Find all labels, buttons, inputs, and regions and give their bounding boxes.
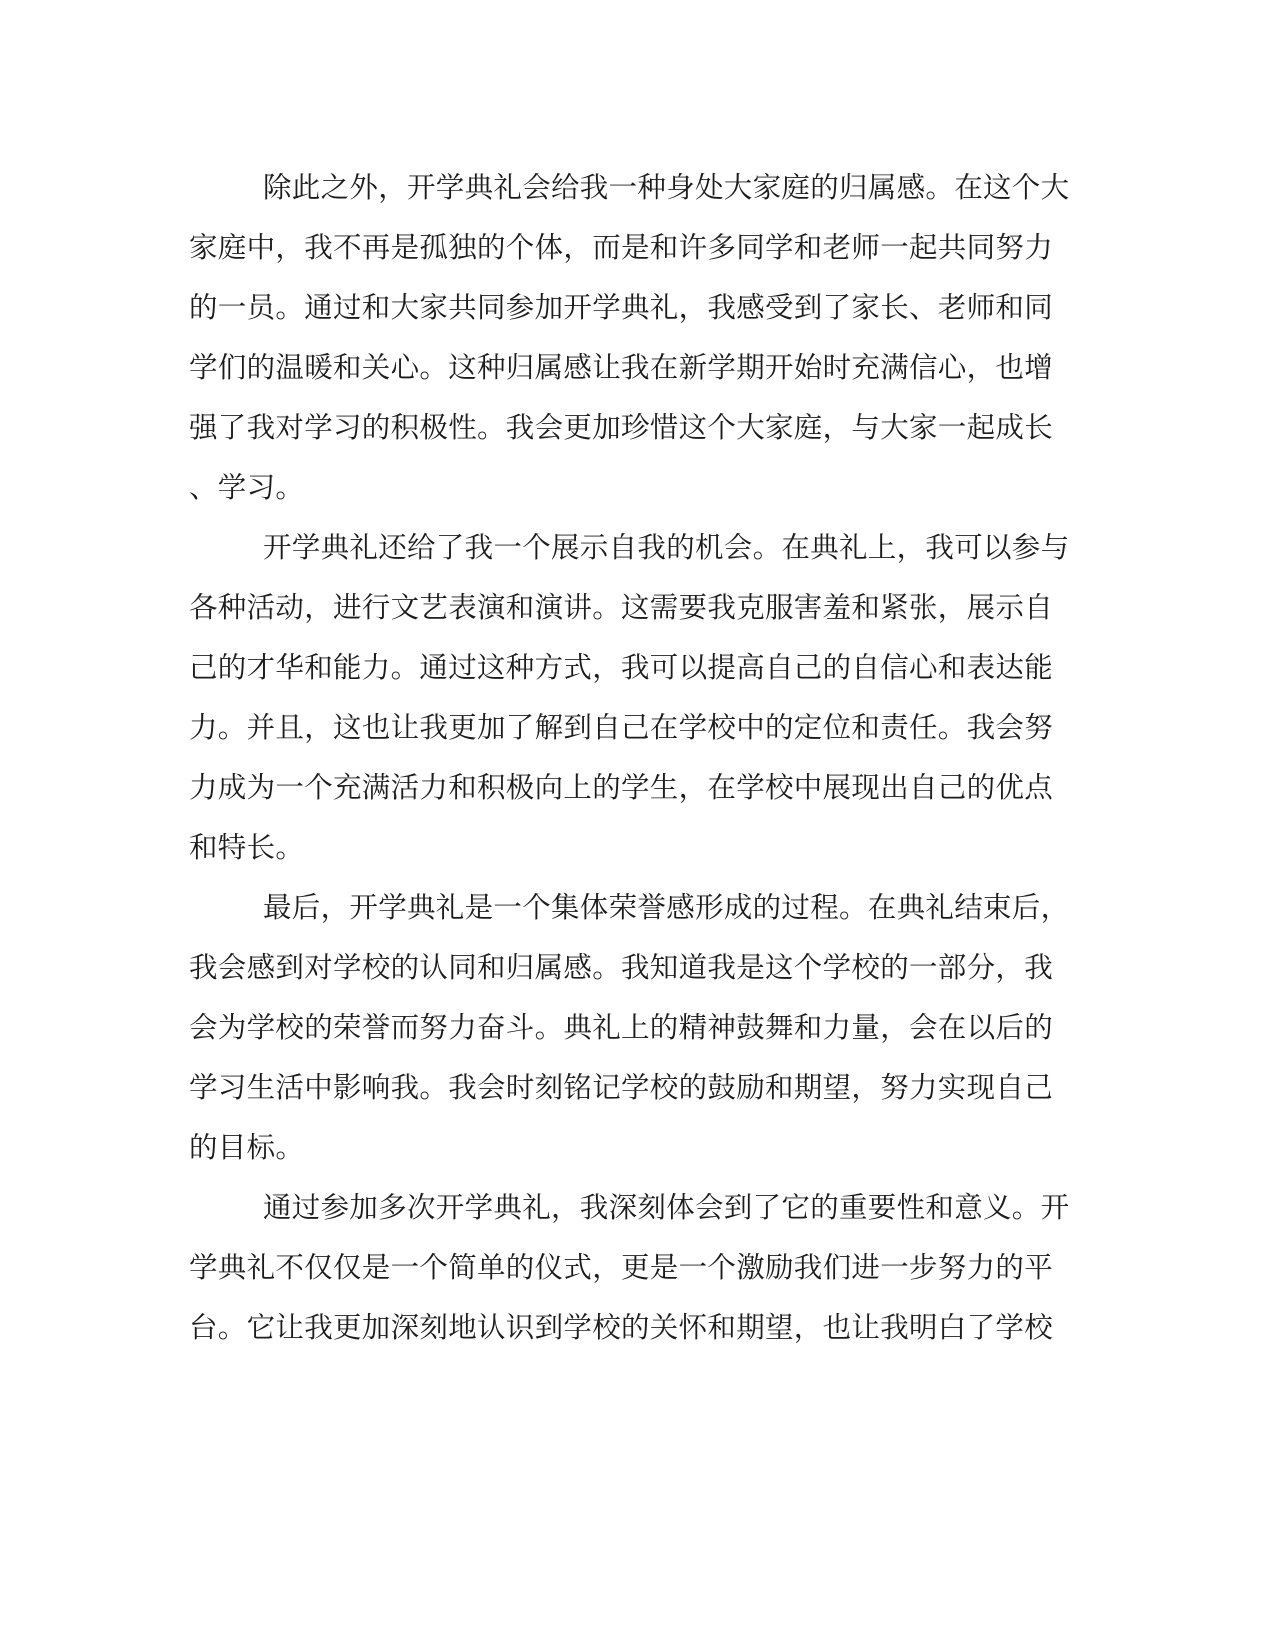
text-line: 除此之外，开学典礼会给我一种身处大家庭的归属感。在这个大 <box>263 171 1070 204</box>
body-text <box>189 158 1079 1358</box>
text-line: 开学典礼还给了我一个展示自我的机会。在典礼上，我可以参与 <box>263 531 1070 564</box>
text-line: 各种活动，进行文艺表演和演讲。这需要我克服害羞和紧张，展示自 <box>189 591 1054 624</box>
text-line: 最后，开学典礼是一个集体荣誉感形成的过程。在典礼结束后， <box>263 891 1070 924</box>
text-line: 的目标。 <box>189 1131 305 1164</box>
text-line: 力。并且，这也让我更加了解到自己在学校中的定位和责任。我会努 <box>189 711 1054 744</box>
text-line: 、学习。 <box>189 471 305 504</box>
text-line: 台。它让我更加深刻地认识到学校的关怀和期望，也让我明白了学校 <box>189 1311 1054 1344</box>
text-line: 的一员。通过和大家共同参加开学典礼，我感受到了家长、老师和同 <box>189 291 1054 324</box>
text-line: 强了我对学习的积极性。我会更加珍惜这个大家庭，与大家一起成长 <box>189 411 1054 444</box>
text-line: 通过参加多次开学典礼，我深刻体会到了它的重要性和意义。开 <box>263 1191 1070 1224</box>
text-line: 会为学校的荣誉而努力奋斗。典礼上的精神鼓舞和力量，会在以后的 <box>189 1011 1054 1044</box>
text-line: 力成为一个充满活力和积极向上的学生，在学校中展现出自己的优点 <box>189 771 1054 804</box>
text-line: 学习生活中影响我。我会时刻铭记学校的鼓励和期望，努力实现自己 <box>189 1071 1054 1104</box>
text-line: 家庭中，我不再是孤独的个体，而是和许多同学和老师一起共同努力 <box>189 231 1054 264</box>
text-line: 我会感到对学校的认同和归属感。我知道我是这个学校的一部分，我 <box>189 951 1054 984</box>
text-line: 学们的温暖和关心。这种归属感让我在新学期开始时充满信心，也增 <box>189 351 1054 384</box>
text-line: 和特长。 <box>189 831 305 864</box>
text-line: 己的才华和能力。通过这种方式，我可以提高自己的自信心和表达能 <box>189 651 1054 684</box>
text-line: 学典礼不仅仅是一个简单的仪式，更是一个激励我们进一步努力的平 <box>189 1251 1054 1284</box>
